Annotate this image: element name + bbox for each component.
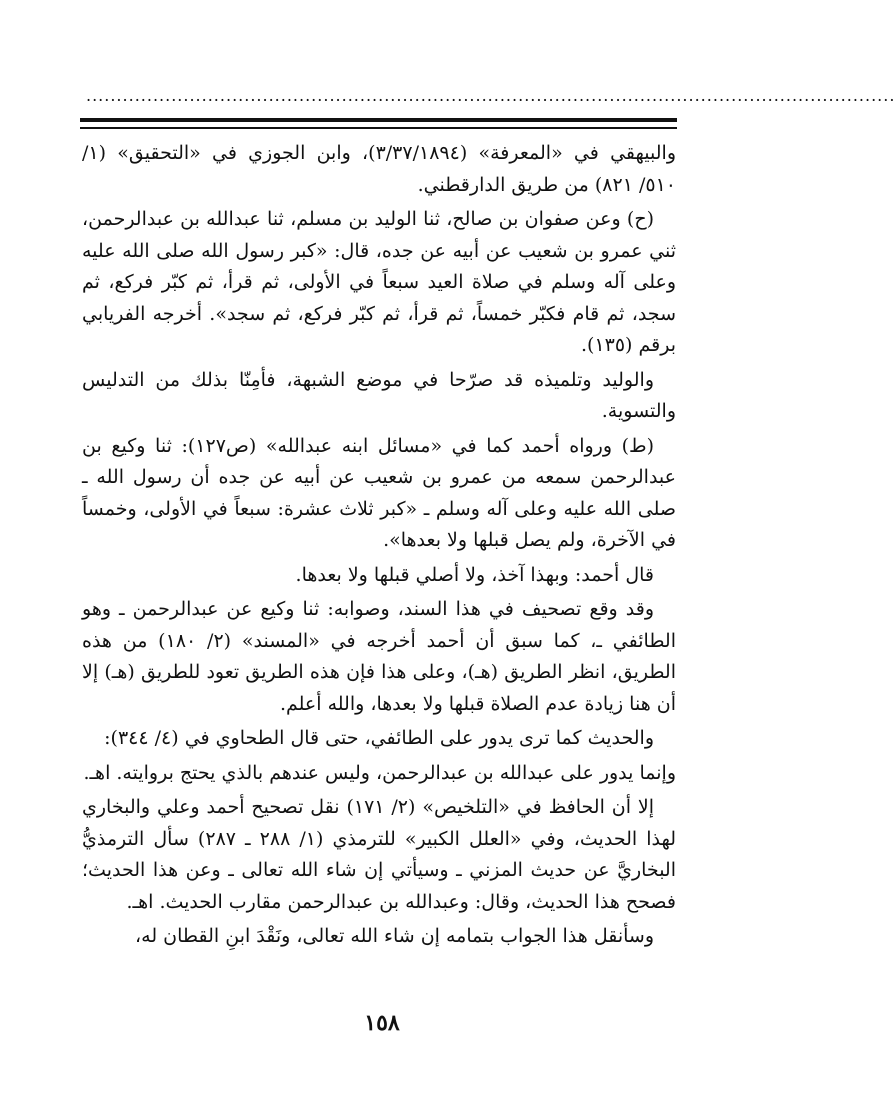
paragraph-hafiz: إلا أن الحافظ في «التلخيص» (٢/ ١٧١) نقل تصحيح أحمد وعلي والبخاري لهذا الحديث، وفي «العلل الكبير» للترمذي (١/ ٢٨٨ ـ ٢٨٧) سأل الترمذيُّ البخاريَّ عن حديث المزني ـ وسيأتي إن شاء الله تعالى ـ وعن هذا الحديث؛ فصحح هذا الحديث، وقال: وعبدالله بن عبدالرحمن مقارب الحديث. اهـ. [82, 796, 677, 913]
page-number: ١٥٨ [364, 1010, 400, 1036]
header-rule-thick [80, 118, 677, 122]
header-dotted-line: ..................................................................................................................................... [86, 86, 895, 105]
header-rule-thin [80, 127, 677, 129]
paragraph-tashif: وقد وقع تصحيف في هذا السند، وصوابه: ثنا وكيع عن عبدالرحمن ـ وهو الطائفي ـ، كما سبق أن أحمد أخرجه في «المسند» (٢/ ١٨٠) من هذه الطريق، انظر الطريق (هـ)، وعلى هذا فإن هذه الطريق تعود للطريق (هـ) إلا أن هنا زيادة عدم الصلاة قبلها ولا بعدها، والله أعلم. [82, 598, 676, 715]
paragraph-ahmad-quote: قال أحمد: وبهذا آخذ، ولا أصلي قبلها ولا بعدها. [295, 563, 654, 586]
paragraph-tadlis: والوليد وتلميذه قد صرّحا في موضع الشبهة، فأمِنّا بذلك من التدليس والتسوية. [82, 368, 676, 422]
paragraph-tahawi: والحديث كما ترى يدور على الطائفي، حتى قال الطحاوي في (٤/ ٣٤٤): [104, 727, 654, 749]
paragraph-citation-continued: والبيهقي في «المعرفة» (٣/٣٧/١٨٩٤)، وابن الجوزي في «التحقيق» (١/ ٥١٠/ ٨٢١) من طريق الدارقطني. [82, 142, 676, 196]
paragraph-closing: وسأنقل هذا الجواب بتمامه إن شاء الله تعالى، ونَقْدَ ابنِ القطان له، [135, 925, 654, 947]
paragraph-tahawi-quote: وإنما يدور على عبدالله بن عبدالرحمن، وليس عندهم بالذي يحتج بروايته. اهـ. [83, 761, 676, 784]
paragraph-route-ta: (ط) ورواه أحمد كما في «مسائل ابنه عبدالله» (ص١٢٧): ثنا وكيع بن عبدالرحمن سمعه من عمرو بن شعيب عن أبيه عن جده أن رسول الله ـ صلى الله عليه وعلى آله وسلم ـ «كبر ثلاث عشرة: سبعاً في الأولى، وخمساً في الآخرة، ولم يصل قبلها ولا بعدها». [82, 434, 676, 551]
paragraph-route-ha: (ح) وعن صفوان بن صالح، ثنا الوليد بن مسلم، ثنا عبدالله بن عبدالرحمن، ثني عمرو بن شعيب عن أبيه عن جده، قال: «كبر رسول الله صلى الله عليه وعلى آله وسلم في صلاة العيد سبعاً في الأولى، ثم قرأ، ثم كبّر فركع، ثم سجد، ثم قام فكبّر خمساً، ثم قرأ، ثم كبّر فركع، ثم سجد». أخرجه الفريابي برقم (١٣٥). [82, 208, 676, 356]
page-body [82, 138, 676, 998]
